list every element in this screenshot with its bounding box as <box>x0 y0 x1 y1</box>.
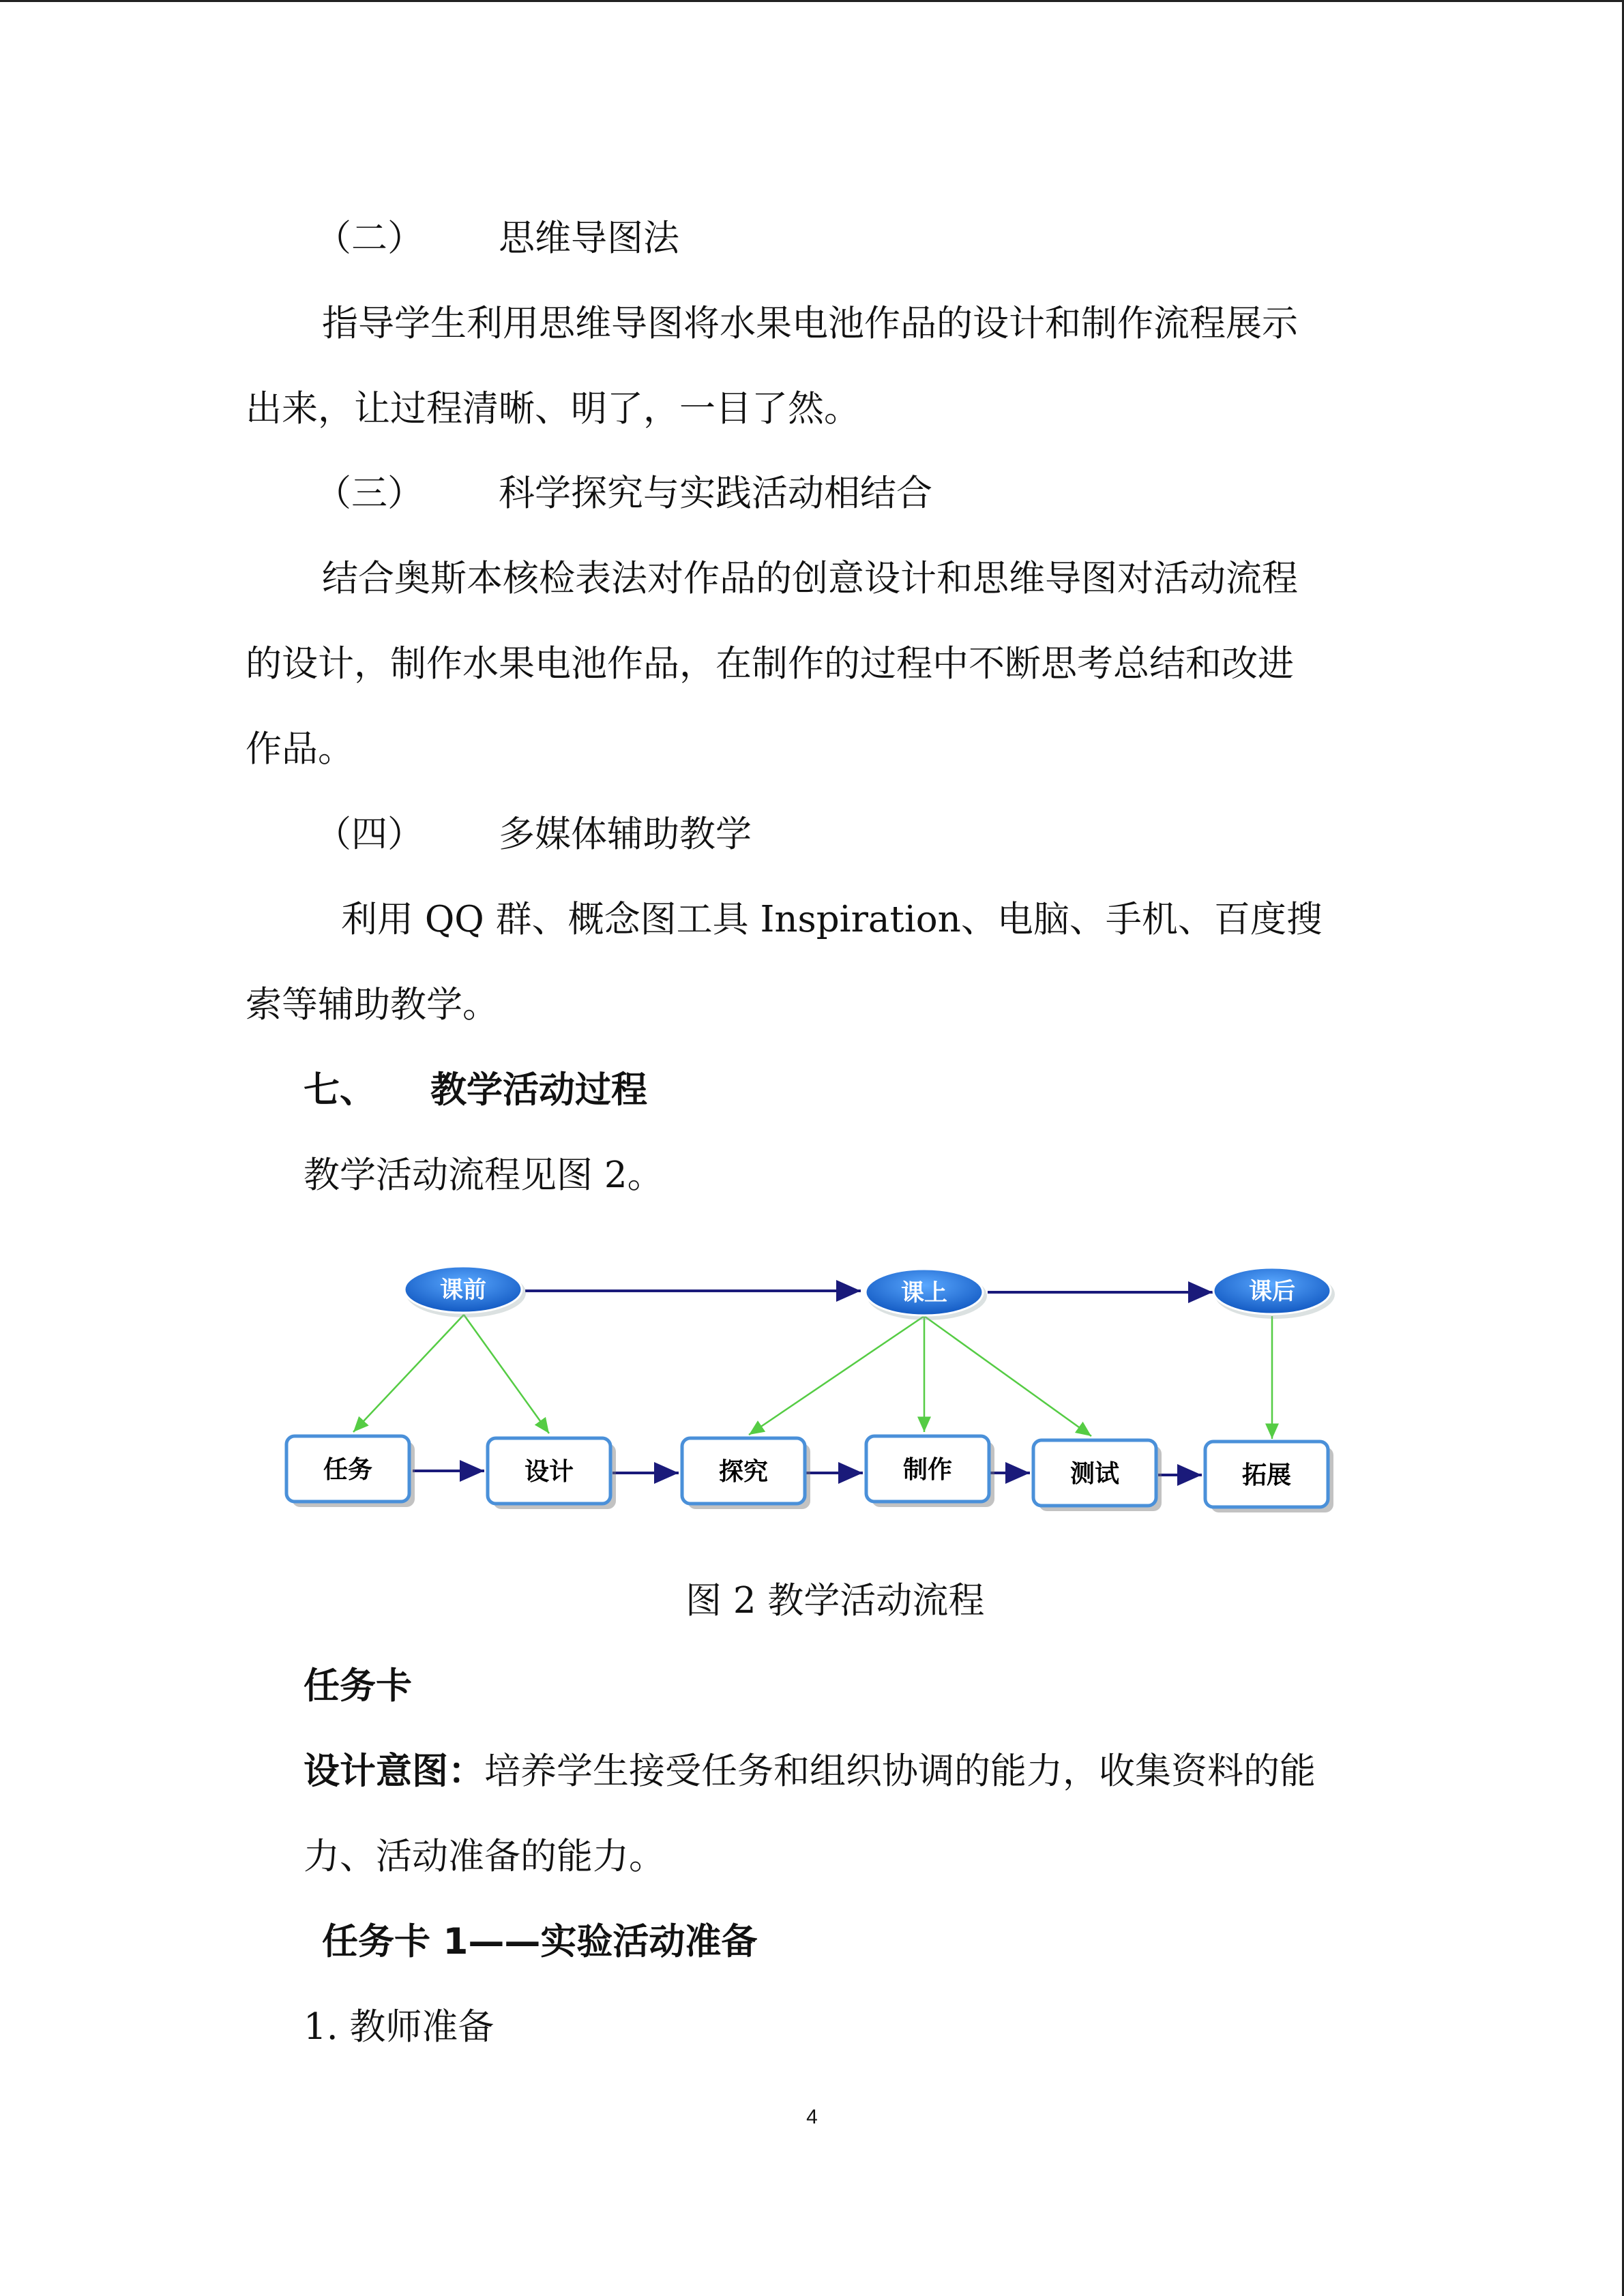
section-2-title: 思维导图法 <box>499 218 679 259</box>
stage-inclass-label: 课上 <box>901 1279 947 1307</box>
section-3-number: （三） <box>315 473 424 514</box>
task-card-heading: 任务卡 <box>304 1665 412 1707</box>
step-explore-label: 探究 <box>718 1458 769 1486</box>
list-item-teacher-prep: 1. 教师准备 <box>304 2006 494 2048</box>
section-3-body-line-3: 作品。 <box>246 728 354 770</box>
stage-before-class <box>404 1266 526 1317</box>
step-make-label: 制作 <box>902 1456 953 1484</box>
section-3-title: 科学探究与实践活动相结合 <box>499 473 932 514</box>
section-3-body-line-1: 结合奥斯本核检表法对作品的创意设计和思维导图对活动流程 <box>322 558 1298 599</box>
chapter-7-number: 七、 <box>304 1069 376 1111</box>
arrow-inclass-to-explore <box>749 1316 924 1435</box>
chapter-7-intro: 教学活动流程见图 2。 <box>304 1154 664 1196</box>
section-4-body-line-1: 利用 QQ 群、概念图工具 Inspiration、电脑、手机、百度搜 <box>341 899 1323 940</box>
stage-after-class <box>1213 1268 1335 1319</box>
step-task-label: 任务 <box>323 1456 373 1484</box>
chapter-7-heading <box>304 1069 647 1112</box>
step-make <box>866 1436 994 1507</box>
section-3-body-line-2: 的设计，制作水果电池作品，在制作的过程中不断思考总结和改进 <box>246 643 1294 685</box>
figure-caption: 图 2 教学活动流程 <box>685 1580 985 1622</box>
section-3-heading <box>315 472 932 516</box>
step-explore <box>682 1438 810 1509</box>
step-test-label: 测试 <box>1069 1460 1120 1488</box>
step-test <box>1033 1440 1162 1511</box>
section-2-number: （二） <box>315 218 424 259</box>
arrow-inclass-to-test <box>924 1316 1091 1436</box>
chapter-7-title: 教学活动过程 <box>430 1069 647 1111</box>
stage-in-class <box>866 1269 987 1320</box>
page-number: 4 <box>806 2106 818 2128</box>
section-4-heading <box>315 813 752 856</box>
design-intent-line-2: 力、活动准备的能力。 <box>304 1836 665 1877</box>
step-design <box>488 1438 616 1509</box>
page-top-border <box>0 0 1624 2</box>
section-2-body-line-2: 出来，让过程清晰、明了，一目了然。 <box>246 388 860 430</box>
section-4-title: 多媒体辅助教学 <box>499 814 752 855</box>
section-4-number: （四） <box>315 814 424 855</box>
section-2-body-line-1: 指导学生利用思维导图将水果电池作品的设计和制作流程展示 <box>322 303 1298 344</box>
section-2-heading <box>315 217 679 260</box>
arrow-before-to-design <box>464 1315 549 1433</box>
task-card-1-title: 任务卡 1——实验活动准备 <box>322 1921 758 1963</box>
step-extend-label: 拓展 <box>1241 1461 1292 1489</box>
step-extend <box>1205 1442 1333 1512</box>
stage-after-label: 课后 <box>1249 1278 1295 1305</box>
design-intent-line-1 <box>304 1750 1316 1793</box>
step-design-label: 设计 <box>524 1458 574 1486</box>
step-task <box>286 1436 415 1507</box>
design-intent-label: 设计意图： <box>304 1750 484 1792</box>
design-intent-text: 培养学生接受任务和组织协调的能力，收集资料的能 <box>484 1750 1316 1792</box>
section-4-body-line-2: 索等辅助教学。 <box>246 984 499 1026</box>
arrow-before-to-task <box>353 1315 464 1432</box>
stage-before-label: 课前 <box>440 1277 486 1304</box>
teaching-flow-diagram <box>0 1248 1624 1534</box>
